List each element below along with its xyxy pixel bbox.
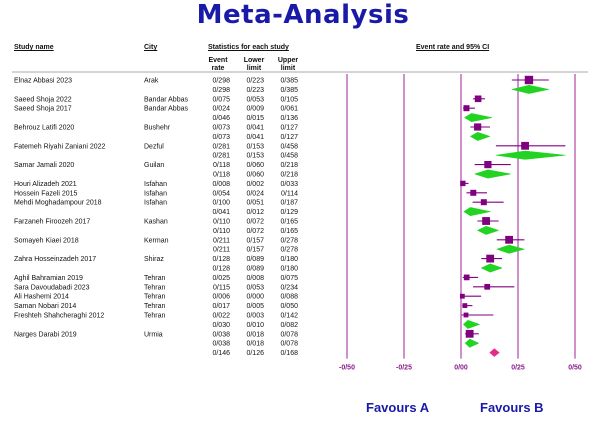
city-label: Isfahan xyxy=(144,190,167,198)
event-rate-value: 0/024 xyxy=(212,105,230,113)
study-name: Farzaneh Firoozeh 2017 xyxy=(14,218,91,226)
event-rate-value: 0/128 xyxy=(212,265,230,273)
upper-limit-value: 0/234 xyxy=(280,284,298,292)
effect-square xyxy=(486,255,494,263)
lower-limit-value: 0/018 xyxy=(246,340,264,348)
upper-limit-value: 0/168 xyxy=(280,350,298,358)
event-rate-value: 0/038 xyxy=(212,340,230,348)
event-rate-value: 0/110 xyxy=(213,227,230,235)
study-name: Behrouz Latifi 2020 xyxy=(14,124,75,132)
city-label: Bandar Abbas xyxy=(144,96,188,104)
event-rate-value: 0/281 xyxy=(212,143,230,151)
lower-limit-value: 0/053 xyxy=(246,284,264,292)
effect-square xyxy=(525,76,533,84)
upper-limit-value: 0/114 xyxy=(281,190,298,198)
upper-limit-value: 0/165 xyxy=(280,227,298,235)
study-name: Somayeh Kiaei 2018 xyxy=(14,237,79,245)
x-tick-label: -0/50 xyxy=(339,364,355,372)
lower-limit-value: 0/008 xyxy=(246,274,264,282)
study-name: Freshteh Shahcheraghi 2012 xyxy=(14,312,105,320)
lower-limit-value: 0/089 xyxy=(246,256,264,264)
header-study-name: Study name xyxy=(14,44,54,51)
upper-limit-value: 0/187 xyxy=(280,199,298,207)
header-plot: Event rate and 95% CI xyxy=(416,44,490,51)
effect-square xyxy=(482,217,490,225)
lower-limit-value: 0/223 xyxy=(246,77,264,85)
event-rate-value: 0/100 xyxy=(212,199,230,207)
event-rate-value: 0/054 xyxy=(212,190,230,198)
header-lower-limit: Lower limit xyxy=(243,57,265,72)
lower-limit-value: 0/060 xyxy=(246,171,264,179)
effect-square xyxy=(466,330,474,338)
upper-limit-value: 0/165 xyxy=(280,218,298,226)
effect-square xyxy=(475,96,482,103)
event-rate-value: 0/075 xyxy=(212,96,230,104)
event-rate-value: 0/038 xyxy=(212,331,230,339)
effect-square xyxy=(505,236,513,244)
study-name: Aghil Bahramian 2019 xyxy=(14,274,83,282)
lower-limit-value: 0/157 xyxy=(246,246,264,254)
subtotal-diamond xyxy=(464,207,491,215)
lower-limit-value: 0/053 xyxy=(246,96,264,104)
study-name: Ali Hashemi 2014 xyxy=(14,293,69,301)
subtotal-diamond xyxy=(463,320,479,328)
city-label: Kerman xyxy=(144,237,169,245)
effect-square xyxy=(464,313,469,318)
subtotal-diamond xyxy=(477,226,498,234)
city-label: Tehran xyxy=(144,293,166,301)
study-name: Hossein Fazeli 2015 xyxy=(14,190,78,198)
subtotal-diamond xyxy=(470,132,490,140)
event-rate-value: 0/006 xyxy=(212,293,230,301)
effect-square xyxy=(460,181,465,186)
event-rate-value: 0/110 xyxy=(213,218,230,226)
event-rate-value: 0/118 xyxy=(213,162,230,170)
event-rate-value: 0/211 xyxy=(213,246,230,254)
event-rate-value: 0/008 xyxy=(212,180,230,188)
effect-square xyxy=(474,123,481,130)
lower-limit-value: 0/153 xyxy=(246,143,264,151)
event-rate-value: 0/041 xyxy=(212,209,230,217)
upper-limit-value: 0/088 xyxy=(280,293,298,301)
x-tick-label: 0/00 xyxy=(454,364,468,372)
city-label: Isfahan xyxy=(144,180,167,188)
effect-square xyxy=(464,275,470,281)
overall-diamond xyxy=(490,349,500,357)
upper-limit-value: 0/385 xyxy=(280,77,298,85)
upper-limit-value: 0/082 xyxy=(280,321,298,329)
city-label: Shiraz xyxy=(144,256,164,264)
lower-limit-value: 0/060 xyxy=(246,162,264,170)
lower-limit-value: 0/024 xyxy=(246,190,264,198)
lower-limit-value: 0/041 xyxy=(246,133,264,141)
lower-limit-value: 0/000 xyxy=(246,293,264,301)
lower-limit-value: 0/072 xyxy=(246,218,264,226)
study-name: Narges Darabi 2019 xyxy=(14,331,77,339)
upper-limit-value: 0/218 xyxy=(280,162,298,170)
lower-limit-value: 0/003 xyxy=(246,312,264,320)
event-rate-value: 0/281 xyxy=(212,152,230,160)
event-rate-value: 0/115 xyxy=(213,284,230,292)
event-rate-value: 0/022 xyxy=(212,312,230,320)
event-rate-value: 0/073 xyxy=(212,124,230,132)
subtotal-diamond xyxy=(512,85,549,93)
page-title: Meta-Analysis xyxy=(196,0,410,30)
effect-square xyxy=(481,199,487,205)
city-label: Tehran xyxy=(144,312,166,320)
header-event-rate: Event rate xyxy=(208,57,228,72)
city-label: Guilan xyxy=(144,162,165,170)
city-label: Tehran xyxy=(144,284,166,292)
upper-limit-value: 0/458 xyxy=(280,152,298,160)
lower-limit-value: 0/002 xyxy=(246,180,264,188)
upper-limit-value: 0/127 xyxy=(280,133,298,141)
city-label: Bandar Abbas xyxy=(144,105,188,113)
lower-limit-value: 0/051 xyxy=(246,199,264,207)
city-label: Kashan xyxy=(144,218,168,226)
upper-limit-value: 0/050 xyxy=(280,303,298,311)
event-rate-value: 0/017 xyxy=(212,303,230,311)
subtotal-diamond xyxy=(496,151,566,159)
study-name: Zahra Hosseinzadeh 2017 xyxy=(14,256,97,264)
header-upper-limit: Upper limit xyxy=(277,57,299,72)
subtotal-diamond xyxy=(465,339,479,347)
study-name: Sara Davoudabadi 2023 xyxy=(14,284,90,292)
favours-a-label: Favours A xyxy=(366,400,430,415)
upper-limit-value: 0/180 xyxy=(280,256,298,264)
study-name: Fatemeh Riyahi Zaniani 2022 xyxy=(14,143,106,151)
city-label: Tehran xyxy=(144,303,166,311)
lower-limit-value: 0/015 xyxy=(246,115,264,123)
lower-limit-value: 0/089 xyxy=(246,265,264,273)
lower-limit-value: 0/223 xyxy=(246,86,264,94)
x-tick-label: -0/25 xyxy=(396,364,412,372)
lower-limit-value: 0/041 xyxy=(246,124,264,132)
lower-limit-value: 0/157 xyxy=(246,237,264,245)
upper-limit-value: 0/078 xyxy=(280,340,298,348)
study-name: Elnaz Abbasi 2023 xyxy=(14,77,72,85)
event-rate-value: 0/211 xyxy=(213,237,230,245)
city-label: Urmia xyxy=(144,331,163,339)
upper-limit-value: 0/180 xyxy=(280,265,298,273)
upper-limit-value: 0/218 xyxy=(280,171,298,179)
lower-limit-value: 0/010 xyxy=(246,321,264,329)
favours-b-label: Favours B xyxy=(480,400,544,415)
upper-limit-value: 0/458 xyxy=(280,143,298,151)
upper-limit-value: 0/136 xyxy=(280,115,298,123)
event-rate-value: 0/073 xyxy=(212,133,230,141)
study-name: Saeed Shoja 2022 xyxy=(14,96,72,104)
effect-square xyxy=(521,142,529,150)
upper-limit-value: 0/385 xyxy=(280,86,298,94)
x-tick-label: 0/25 xyxy=(511,364,525,372)
city-label: Isfahan xyxy=(144,199,167,207)
upper-limit-value: 0/061 xyxy=(280,105,298,113)
effect-square xyxy=(470,190,476,196)
upper-limit-value: 0/142 xyxy=(280,312,298,320)
upper-limit-value: 0/078 xyxy=(280,331,298,339)
x-tick-label: 0/50 xyxy=(568,364,582,372)
upper-limit-value: 0/278 xyxy=(280,237,298,245)
header-stats: Statistics for each study xyxy=(208,44,289,51)
effect-square xyxy=(484,161,491,168)
event-rate-value: 0/118 xyxy=(213,171,230,179)
upper-limit-value: 0/129 xyxy=(280,209,298,217)
lower-limit-value: 0/126 xyxy=(246,350,264,358)
upper-limit-value: 0/075 xyxy=(280,274,298,282)
event-rate-value: 0/298 xyxy=(212,86,230,94)
effect-square xyxy=(460,294,465,299)
lower-limit-value: 0/005 xyxy=(246,303,264,311)
lower-limit-value: 0/009 xyxy=(246,105,264,113)
lower-limit-value: 0/018 xyxy=(246,331,264,339)
city-label: Bushehr xyxy=(144,124,171,132)
event-rate-value: 0/128 xyxy=(212,256,230,264)
upper-limit-value: 0/033 xyxy=(280,180,298,188)
subtotal-diamond xyxy=(497,245,525,253)
event-rate-value: 0/146 xyxy=(212,350,230,358)
event-rate-value: 0/298 xyxy=(212,77,230,85)
study-name: Samar Jamali 2020 xyxy=(14,162,75,170)
lower-limit-value: 0/072 xyxy=(246,227,264,235)
upper-limit-value: 0/127 xyxy=(280,124,298,132)
subtotal-diamond xyxy=(481,264,502,272)
study-name: Saeed Shoja 2017 xyxy=(14,105,72,113)
lower-limit-value: 0/012 xyxy=(246,209,264,217)
event-rate-value: 0/030 xyxy=(212,321,230,329)
subtotal-diamond xyxy=(464,113,492,121)
event-rate-value: 0/025 xyxy=(212,274,230,282)
study-name: Mehdi Moghadampour 2018 xyxy=(14,199,102,207)
lower-limit-value: 0/153 xyxy=(246,152,264,160)
event-rate-value: 0/046 xyxy=(212,115,230,123)
header-city: City xyxy=(144,44,158,51)
effect-square xyxy=(484,284,490,290)
study-name: Saman Nobari 2014 xyxy=(14,303,77,311)
effect-square xyxy=(462,303,467,308)
effect-square xyxy=(463,105,469,111)
subtotal-diamond xyxy=(475,170,511,178)
upper-limit-value: 0/105 xyxy=(280,96,298,104)
upper-limit-value: 0/278 xyxy=(280,246,298,254)
city-label: Arak xyxy=(144,77,159,85)
city-label: Tehran xyxy=(144,274,166,282)
study-name: Houri Alizadeh 2021 xyxy=(14,180,77,188)
city-label: Dezful xyxy=(144,143,164,151)
